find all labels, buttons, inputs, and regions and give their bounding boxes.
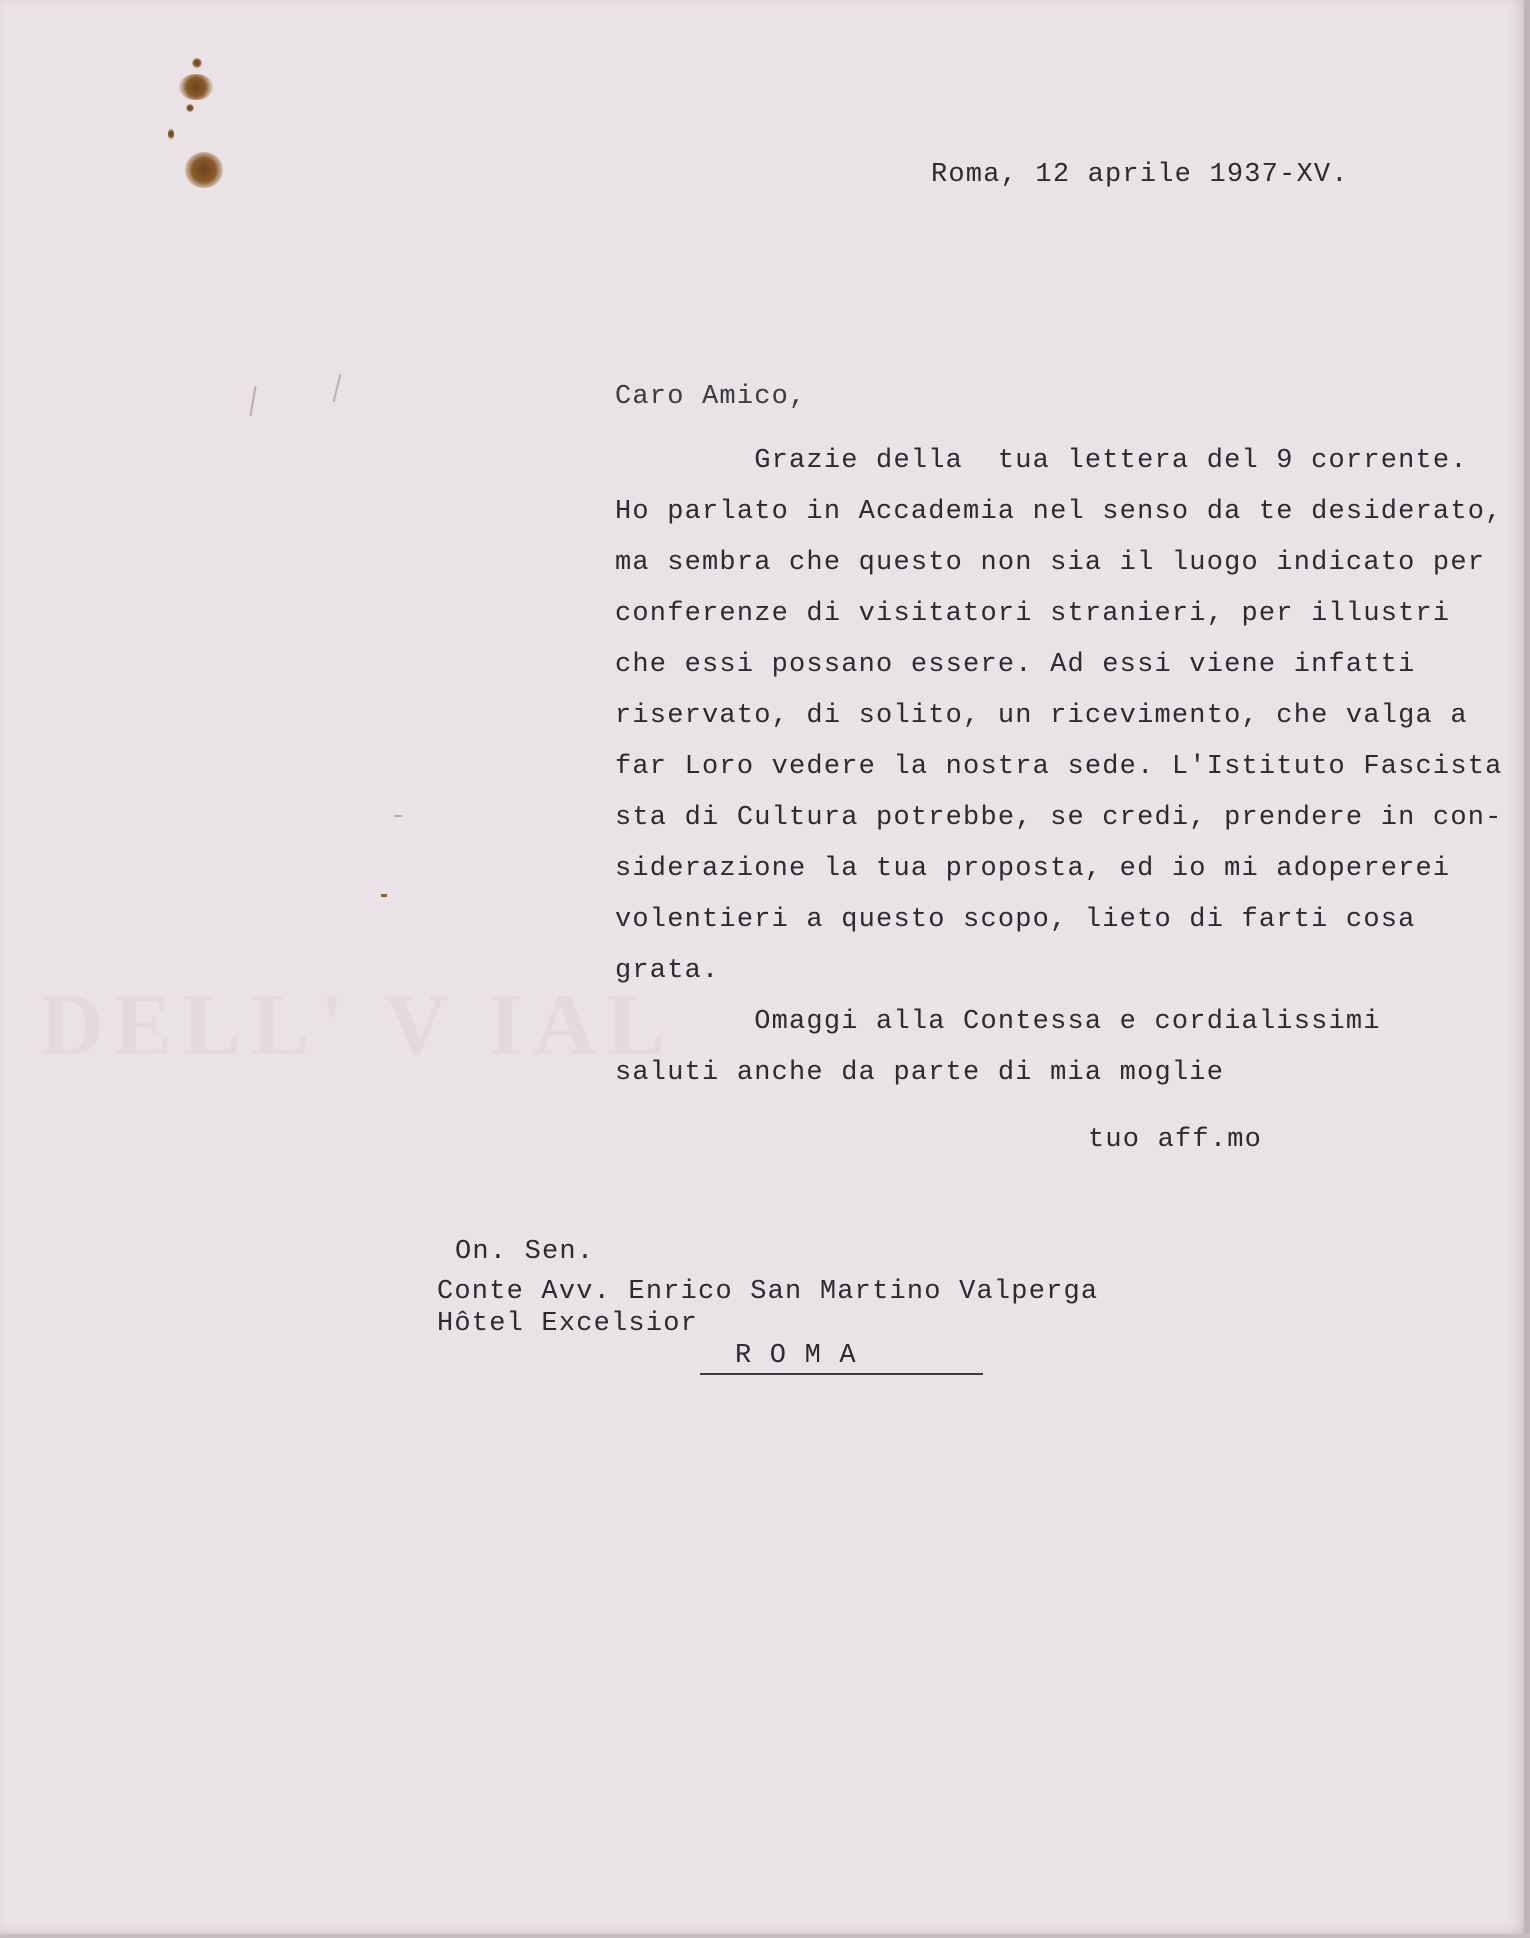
pencil-mark — [381, 894, 387, 897]
body-line: Omaggi alla Contessa e cordialissimi — [615, 1007, 1381, 1037]
rust-stain — [186, 104, 194, 112]
body-line: ma sembra che questo non sia il luogo indicato per — [615, 548, 1486, 578]
recipient-hotel: Hôtel Excelsior — [437, 1309, 699, 1339]
paper-edge-bottom — [0, 1934, 1530, 1938]
body-line: sta di Cultura potrebbe, se credi, prendere in con- — [615, 803, 1503, 833]
pencil-mark — [394, 815, 402, 817]
paper-edge-right — [1524, 0, 1530, 1938]
rust-stain — [168, 128, 174, 140]
rust-stain — [185, 152, 223, 188]
pencil-mark — [249, 386, 256, 416]
pencil-mark — [333, 374, 342, 402]
body-line: far Loro vedere la nostra sede. L'Istituto Fascista — [615, 752, 1503, 782]
body-line: volentieri a questo scopo, lieto di farti cosa — [615, 905, 1416, 935]
body-line: saluti anche da parte di mia moglie — [615, 1058, 1225, 1088]
rust-stain — [192, 58, 202, 68]
body-line: grata. — [615, 956, 720, 986]
recipient-city — [700, 1341, 983, 1375]
body-line: siderazione la tua proposta, ed io mi adopererei — [615, 854, 1451, 884]
letter-date: Roma, 12 aprile 1937-XV. — [931, 160, 1349, 190]
body-line: Grazie della tua lettera del 9 corrente. — [615, 446, 1468, 476]
body-line: che essi possano essere. Ad essi viene infatti — [615, 650, 1416, 680]
recipient-title: On. Sen. — [455, 1237, 595, 1267]
body-line: conferenze di visitatori stranieri, per illustri — [615, 599, 1451, 629]
bleed-through-text: DELL' V IAL — [40, 977, 675, 1074]
body-line: riservato, di solito, un ricevimento, che valga a — [615, 701, 1468, 731]
rust-stain — [179, 74, 213, 100]
letter-closing: tuo aff.mo — [1088, 1125, 1263, 1155]
recipient-city-text: R O M A — [735, 1341, 857, 1371]
letter-salutation: Caro Amico, — [615, 382, 807, 412]
recipient-name: Conte Avv. Enrico San Martino Valperga — [437, 1277, 1099, 1307]
body-line: Ho parlato in Accademia nel senso da te desiderato, — [615, 497, 1503, 527]
